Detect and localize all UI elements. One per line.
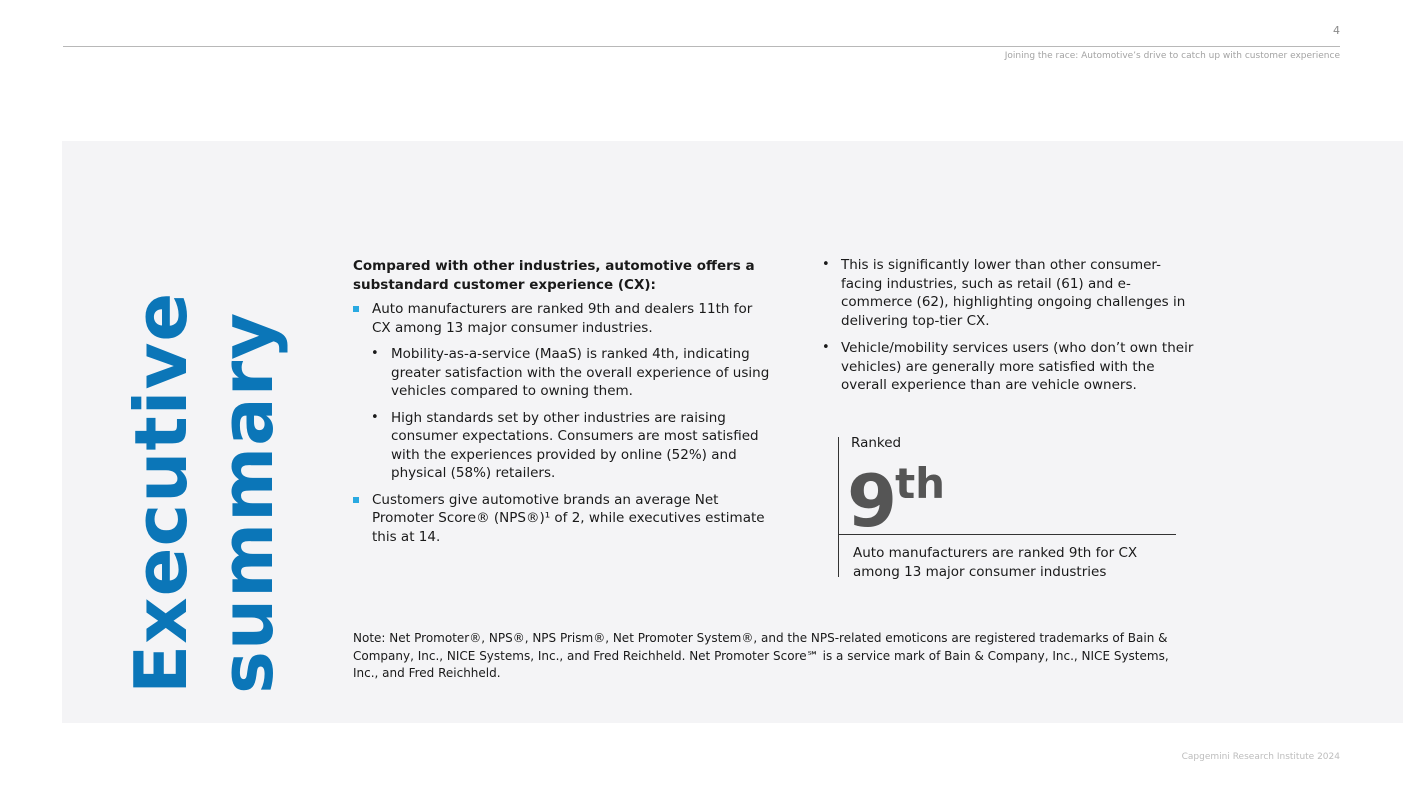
list-item-text: Vehicle/mobility services users (who don’t own their vehicles) are generally more satisfied with the overall experience than are vehicle owners. <box>841 340 1194 393</box>
ranking-callout <box>838 435 1176 580</box>
sub-list-item <box>353 409 773 483</box>
running-title: Joining the race: Automotive’s drive to catch up with customer experience <box>1004 51 1340 61</box>
dot-bullet-icon: • <box>822 340 830 355</box>
list-item-text: This is significantly lower than other consumer-facing industries, such as retail (61) and e-commerce (62), highlighting ongoing challenges in delivering top-tier CX. <box>841 257 1186 329</box>
callout-caption: Auto manufacturers are ranked 9th for CX among 13 major consumer industries <box>853 545 1138 580</box>
section-title-line2: summary <box>205 311 289 694</box>
callout-vertical-rule <box>838 437 839 577</box>
callout-ordinal-suffix: th <box>895 459 946 508</box>
section-title <box>118 292 290 694</box>
callout-label: Ranked <box>851 435 902 451</box>
square-bullet-icon <box>353 306 359 312</box>
header-divider <box>63 46 1340 47</box>
list-item <box>822 339 1202 395</box>
list-item-text: Customers give automotive brands an average Net Promoter Score® (NPS®)¹ of 2, while executives estimate this at 14. <box>372 491 765 545</box>
list-item-text: Auto manufacturers are ranked 9th and dealers 11th for CX among 13 major consumer industries. <box>372 301 753 336</box>
section-title-line1: Executive <box>119 291 203 694</box>
sub-list-item-text: Mobility-as-a-service (MaaS) is ranked 4th, indicating greater satisfaction with the overall experience of using vehicles compared to owning them. <box>391 346 770 399</box>
square-bullet-icon <box>353 497 359 503</box>
sub-list-item-text: High standards set by other industries are raising consumer expectations. Consumers are most satisfied with the experiences provided by online (52%) and physical (58%) retailers. <box>391 409 759 481</box>
list-item <box>353 300 773 337</box>
right-column <box>822 256 1202 404</box>
dot-bullet-icon: • <box>371 409 379 425</box>
page-number: 4 <box>1333 24 1340 37</box>
dot-bullet-icon: • <box>822 257 830 272</box>
callout-value <box>847 444 945 541</box>
lead-statement: Compared with other industries, automotive offers a substandard customer experience (CX): <box>353 258 755 293</box>
footer-credit: Capgemini Research Institute 2024 <box>1181 752 1340 762</box>
sub-list-item <box>353 345 773 401</box>
list-item <box>353 491 773 547</box>
dot-bullet-icon: • <box>371 346 379 361</box>
left-column <box>353 257 773 554</box>
trademark-footnote: Note: Net Promoter®, NPS®, NPS Prism®, Net Promoter System®, and the NPS-related emoticons are registered trademarks of Bain & Company, Inc., NICE Systems, Inc., and Fred Reichheld. Net Promoter Score℠ is a service mark of Bain & Company, Inc., NICE Systems, Inc., and Fred Reichheld. <box>353 631 1169 680</box>
list-item <box>822 256 1202 330</box>
callout-number: 9 <box>847 459 896 543</box>
